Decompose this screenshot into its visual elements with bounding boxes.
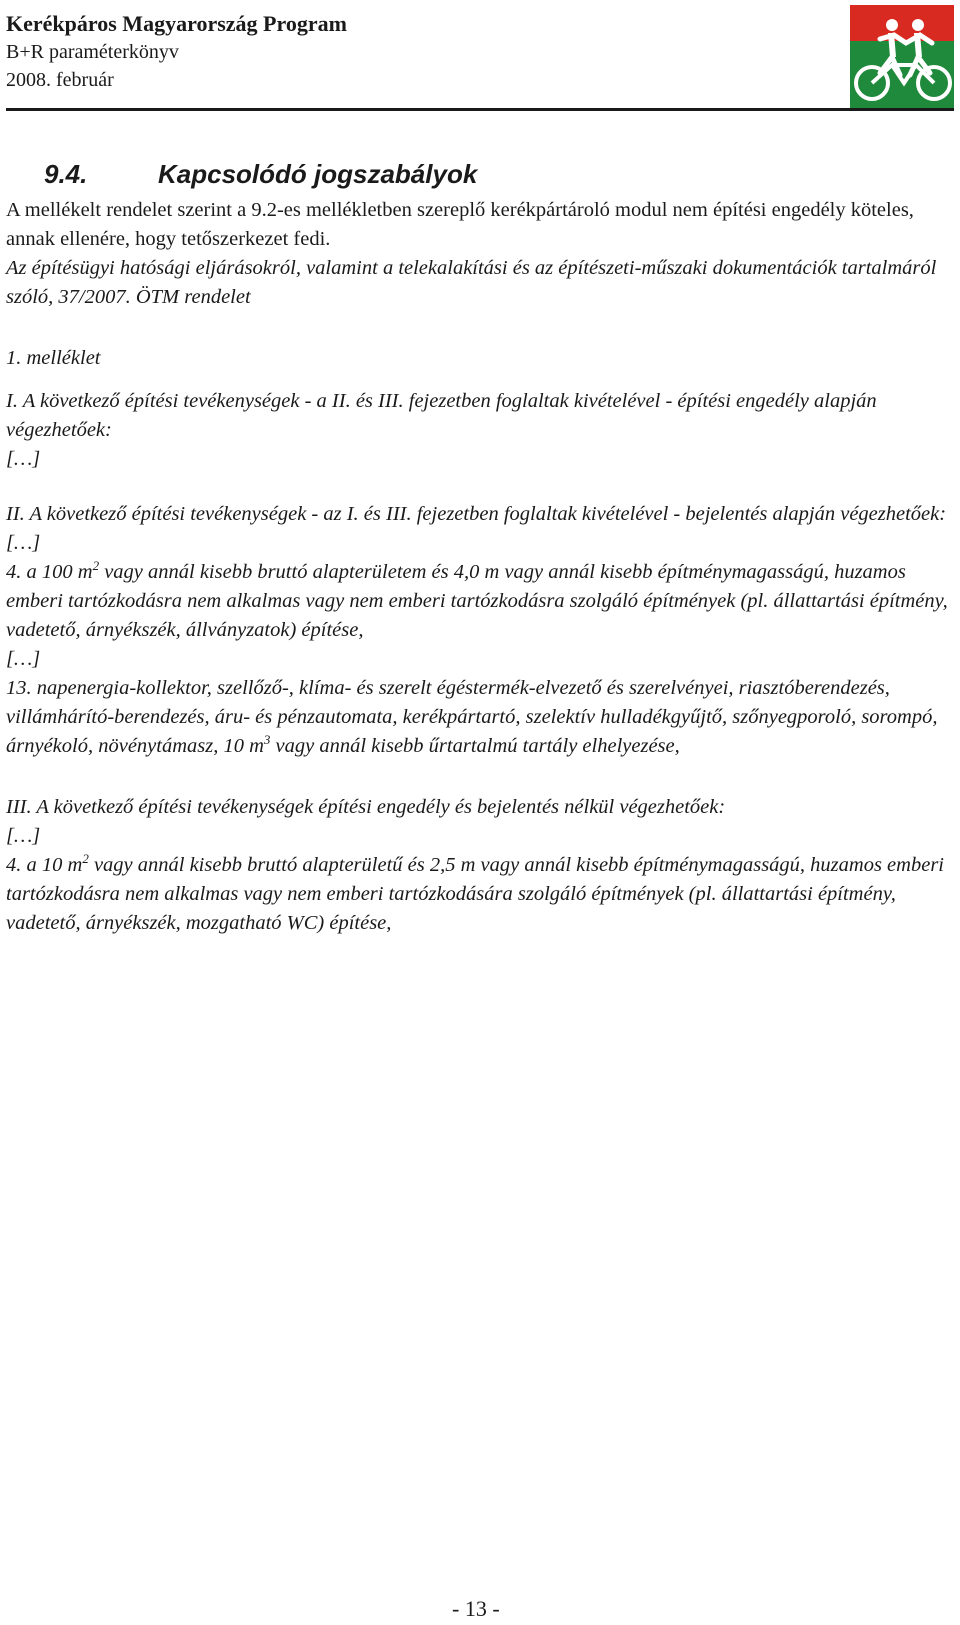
header-org: Kerékpáros Magyarország Program: [6, 11, 347, 36]
ellipsis-3: […]: [6, 648, 41, 670]
ellipsis-1: […]: [6, 448, 41, 470]
header-text: [6, 10, 347, 94]
annex-part-3: III. A következő építési tevékenységek építési engedély és bejelentés nélkül végezhetőek:: [6, 796, 726, 818]
page-number: - 13 -: [452, 1596, 500, 1621]
section-heading: [44, 158, 954, 190]
section-number: 9.4.: [44, 159, 88, 189]
section-title: Kapcsolódó jogszabályok: [158, 159, 478, 189]
header-doc: B+R paraméterkönyv: [6, 41, 179, 63]
annex-title: 1. melléklet: [6, 347, 101, 369]
annex-part-2: II. A következő építési tevékenységek - az I. és III. fejezetben foglaltak kivételével - bejelentés alapján végezhetőek:: [6, 503, 947, 525]
header-rule: [6, 108, 954, 111]
annex-item-4b: 4. a 10 $m^2$ vagy annál kisebb bruttó alapterületű és 2,5 m vagy annál kisebb építménymagasságú, huzamos emberi tartózkodásra nem alkalmas vagy nem emberi tartózkodására szolgáló építmények (pl. állattartási építmény, vadetető, árnyékszék, mozgatható WC) építése,: [6, 851, 944, 934]
annex-item-4: 4. a 100 $m^2$ vagy annál kisebb bruttó alapterületem és 4,0 m vagy annál kisebb építménymagasságú, huzamos emberi tartózkodásra nem alkalmas vagy nem emberi tartózkodásra szolgáló építmények (pl. állattartási építmény, vadetető, árnyékszék, állványzatok) építése,: [6, 558, 948, 641]
intro-paragraph-1: A mellékelt rendelet szerint a 9.2-es mellékletben szereplő kerékpártároló modul nem építési engedély köteles, annak ellenére, hogy tetőszerkezet fedi.: [6, 199, 914, 250]
annex-item-13: 13. napenergia-kollektor, szellőző-, klíma- és szerelt égéstermék-elvezető és szerelvényei, riasztóberendezés, villámhárító-berendezés, áru- és pénzautomata, kerékpártartó, szelektív hulladékgyűjtő, szőnyegporoló, sorompó, árnyékoló, növénytámasz, 10 $m^3$ vagy annál kisebb űrtartalmú tartály elhelyezése,: [6, 677, 938, 757]
page-content: [6, 150, 954, 938]
ellipsis-4: […]: [6, 825, 41, 847]
intro-paragraph-2: Az építésügyi hatósági eljárásokról, valamint a telekalakítási és az építészeti-műszaki dokumentációk tartalmáról szóló, 37/2007. ÖTM rendelet: [6, 257, 937, 308]
header-date: 2008. február: [6, 69, 114, 91]
annex-part-1: I. A következő építési tevékenységek - a II. és III. fejezetben foglaltak kivételével - építési engedély alapján végezhetőek:: [6, 390, 877, 441]
ellipsis-2: […]: [6, 532, 41, 554]
tandem-bicycle-logo-icon: [850, 5, 954, 109]
page-header: [0, 0, 960, 112]
